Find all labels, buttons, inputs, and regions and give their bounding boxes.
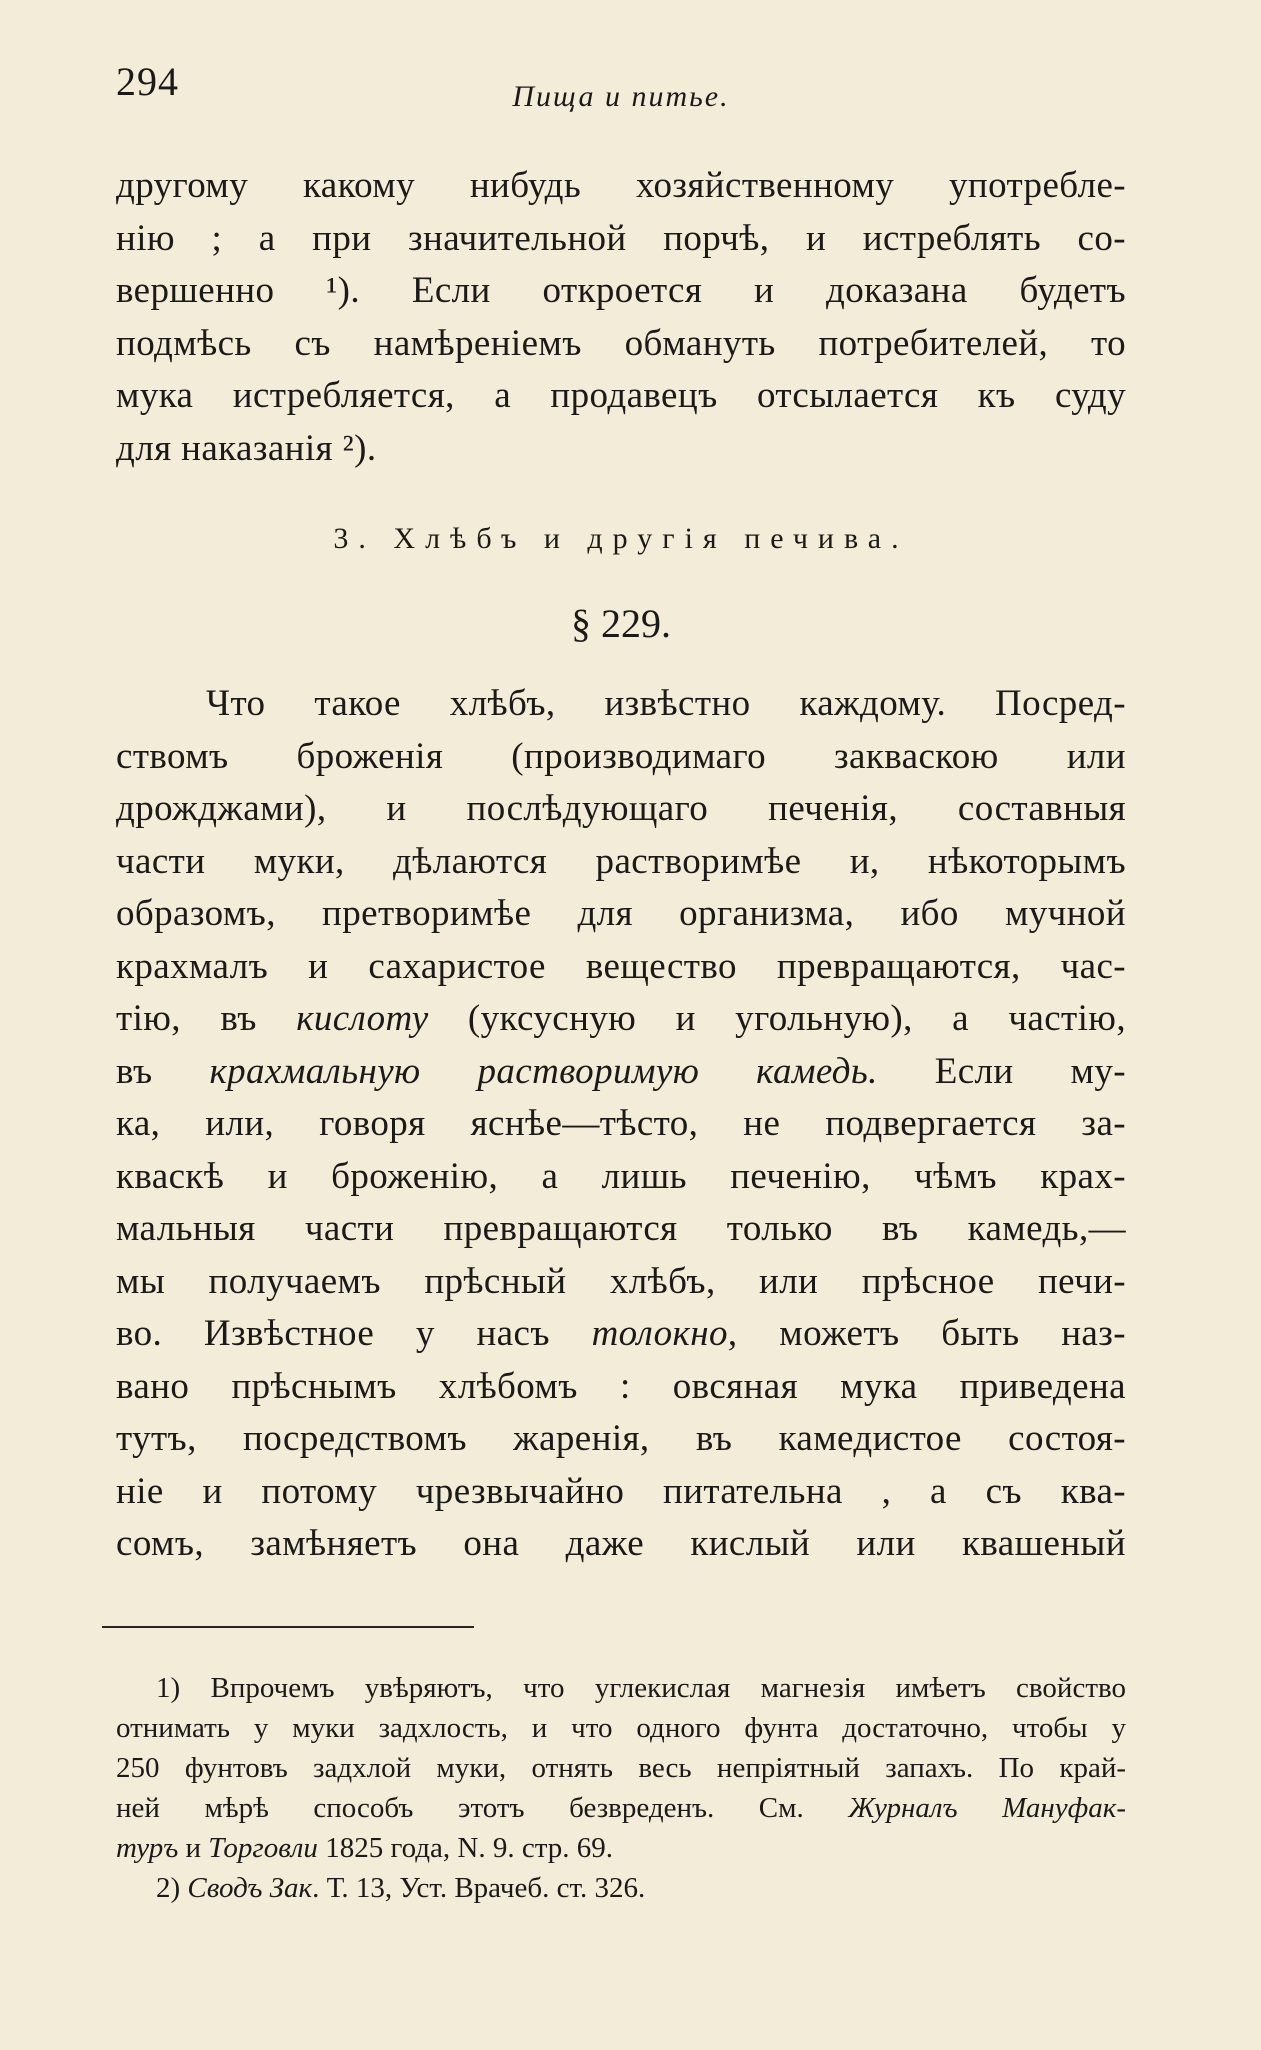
page-number: 294 xyxy=(116,59,179,104)
text-line: мальныя части превращаются только въ камедь,— xyxy=(116,1208,1126,1249)
text-run: и xyxy=(178,1832,209,1864)
footnote-line: 250 фунтовъ задхлой муки, отнять весь непріятный запахъ. По край- xyxy=(116,1752,1126,1784)
text-line: вершенно ¹). Если откроется и доказана будетъ xyxy=(116,270,1126,311)
text-line xyxy=(116,1308,1126,1361)
footnote-line xyxy=(116,1788,1126,1828)
journal-title: Торговли xyxy=(208,1832,318,1864)
text-line: для наказанія ²). xyxy=(116,427,377,469)
text-line: ніе и потому чрезвычайно питательна , а съ ква- xyxy=(116,1470,1126,1512)
text-run: (уксусную и угольную), а частію, xyxy=(428,998,1126,1039)
text-run: Если му- xyxy=(877,1050,1126,1092)
footnote-line xyxy=(116,1828,1126,1868)
italic-term: крахмальную растворимую камедь. xyxy=(209,1050,878,1092)
text-line: мука истребляется, а продавецъ отсылается къ суду xyxy=(116,375,1126,416)
text-run: 1825 года, N. 9. стр. 69. xyxy=(317,1832,613,1864)
code-title: Сводъ Зак xyxy=(187,1872,313,1904)
subheading: 3. Хлѣбъ и другія печива. xyxy=(333,522,909,555)
section-number: § 229. xyxy=(571,601,671,646)
text-line: ка, или, говоря яснѣе—тѣсто, не подвергается за- xyxy=(116,1103,1126,1144)
text-line: ствомъ броженія (производимаго закваскою или xyxy=(116,735,1126,777)
paragraph-continuation xyxy=(116,160,1126,475)
footnote-line xyxy=(116,1868,1126,1908)
text-line xyxy=(116,1046,1126,1099)
text-line: тутъ, посредствомъ жаренія, въ камедистое состоя- xyxy=(116,1418,1126,1459)
text-run: . Т. 13, Уст. Врачеб. ст. 326. xyxy=(312,1872,646,1904)
journal-title: Журналъ Мануфак- xyxy=(848,1792,1126,1824)
footnotes xyxy=(116,1668,1126,1908)
text-line xyxy=(116,993,1126,1046)
text-run: 2) xyxy=(156,1872,188,1904)
journal-title: туръ xyxy=(116,1832,179,1864)
text-run: во. Извѣстное у насъ xyxy=(116,1313,592,1354)
footnote-divider xyxy=(102,1626,474,1628)
text-line: подмѣсь съ намѣреніемъ обмануть потребителей, то xyxy=(116,322,1126,364)
text-line: мы получаемъ прѣсный хлѣбъ, или прѣсное печи- xyxy=(116,1260,1126,1302)
footnote-line: отнимать у муки задхлость, и что одного фунта достаточно, чтобы у xyxy=(116,1712,1126,1744)
text-line: вано прѣснымъ хлѣбомъ : овсяная мука приведена xyxy=(116,1365,1126,1407)
text-line: сомъ, замѣняетъ она даже кислый или квашеный xyxy=(116,1523,1126,1564)
text-line: другому какому нибудь хозяйственному употребле- xyxy=(116,165,1126,206)
footnote-line: 1) Впрочемъ увѣряютъ, что углекислая магнезія имѣетъ свойство xyxy=(156,1672,1126,1704)
text-line: крахмалъ и сахаристое вещество превращаются, час- xyxy=(116,945,1126,987)
page-header xyxy=(116,58,1126,118)
text-line: части муки, дѣлаются растворимѣе и, нѣкоторымъ xyxy=(116,840,1126,882)
text-line: кваскѣ и броженію, а лишь печенію, чѣмъ крах- xyxy=(116,1155,1126,1197)
text-run: , можетъ быть наз- xyxy=(727,1313,1126,1354)
text-run: ней мѣрѣ способъ этотъ безвреденъ. См. xyxy=(116,1792,849,1824)
text-line: дрожджами), и послѣдующаго печенія, составныя xyxy=(116,788,1126,829)
italic-term: толокно xyxy=(591,1313,728,1354)
italic-term: кислоту xyxy=(296,998,429,1039)
running-title: Пища и питье. xyxy=(512,80,730,113)
text-line: нію ; а при значительной порчѣ, и истреблять со- xyxy=(116,217,1126,259)
text-line: образомъ, претворимѣе для организма, ибо мучной xyxy=(116,893,1126,934)
text-line: Что такое хлѣбъ, извѣстно каждому. Посред- xyxy=(206,683,1126,724)
text-run: въ xyxy=(116,1050,210,1092)
paragraph-section-229 xyxy=(116,678,1126,1571)
text-run: тію, въ xyxy=(116,998,297,1039)
